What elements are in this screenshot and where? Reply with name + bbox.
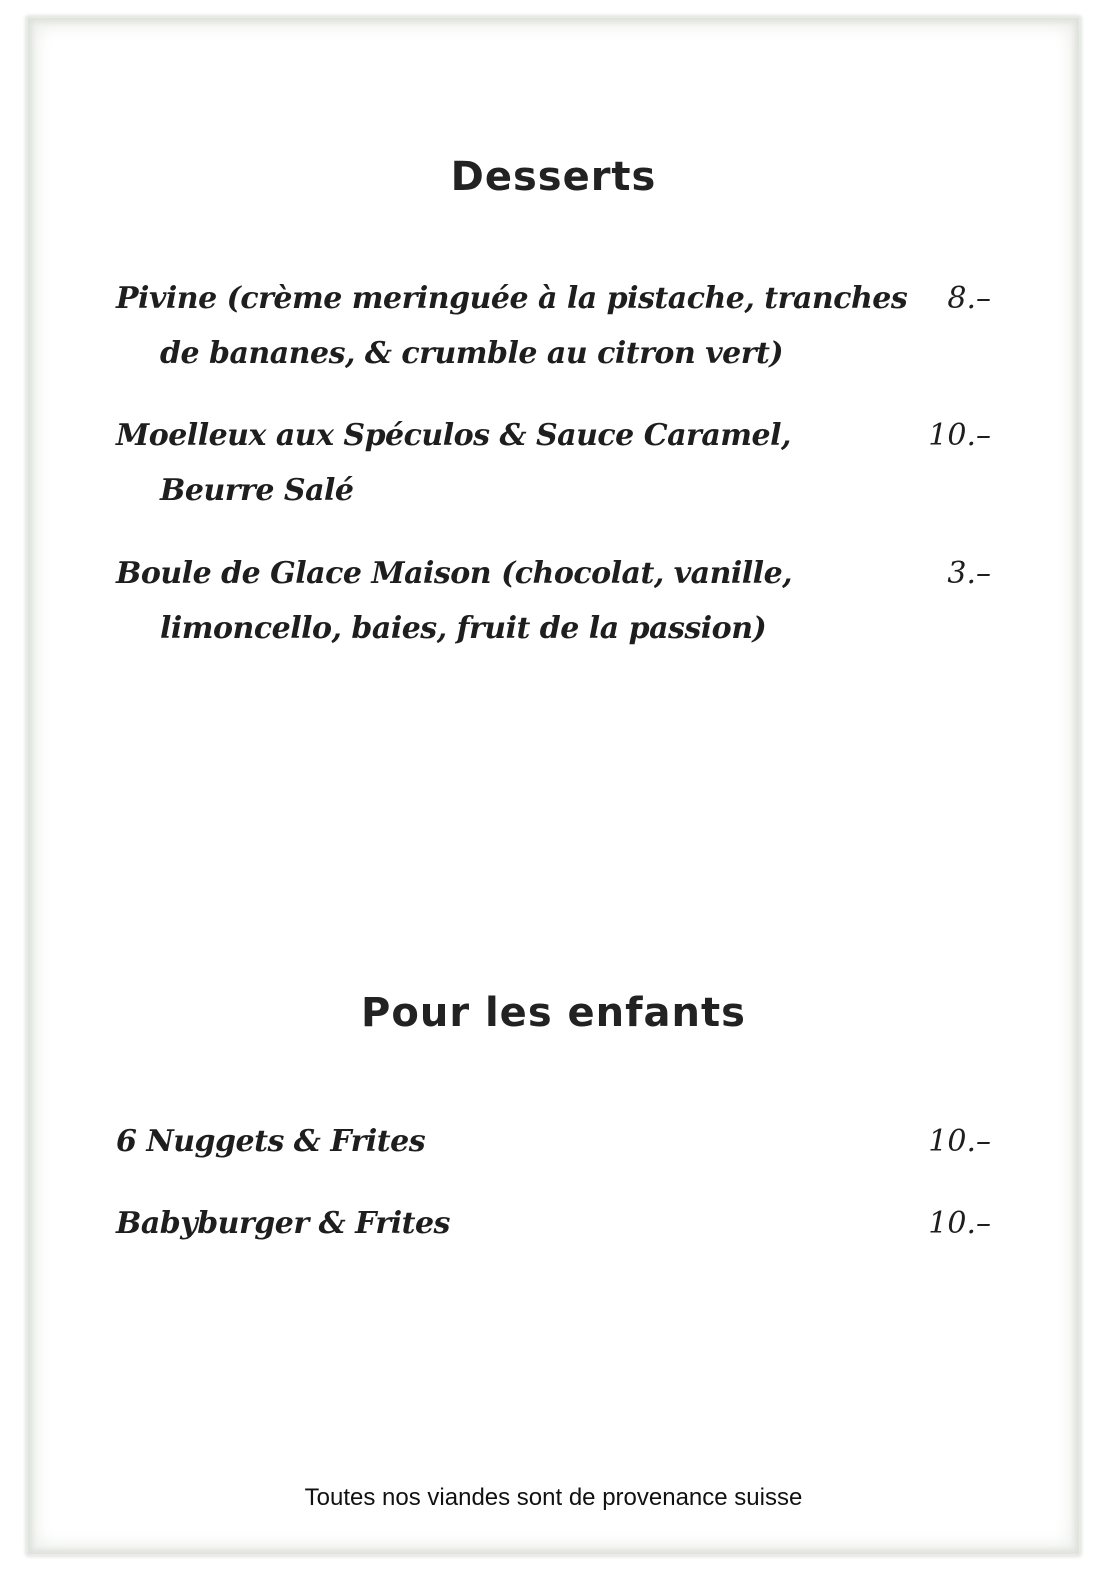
menu-item-price: 10.– <box>928 1124 991 1159</box>
section-title-enfants: Pour les enfants <box>361 990 746 1036</box>
menu-item-description: de bananes, & crumble au citron vert) <box>160 336 784 371</box>
menu-item-pivine <box>116 281 991 381</box>
menu-item-price: 10.– <box>928 1206 991 1241</box>
menu-item-price: 10.– <box>928 418 991 453</box>
menu-item-name: Pivine (crème meringuée à la pistache, tranches <box>116 281 908 316</box>
menu-item-price: 8.– <box>947 281 991 316</box>
menu-item-description: Beurre Salé <box>160 473 354 508</box>
paper-sheet <box>26 16 1081 1556</box>
section-title-desserts: Desserts <box>450 154 657 200</box>
menu-item-moelleux <box>116 418 991 518</box>
menu-item-name: 6 Nuggets & Frites <box>116 1124 426 1159</box>
footer-note: Toutes nos viandes sont de provenance suisse <box>304 1484 803 1511</box>
menu-item-name: Boule de Glace Maison (chocolat, vanille, <box>116 556 793 591</box>
menu-item-name: Babyburger & Frites <box>116 1206 450 1241</box>
menu-item-price: 3.– <box>947 556 991 591</box>
menu-item-description: limoncello, baies, fruit de la passion) <box>160 611 767 646</box>
menu-item-name: Moelleux aux Spéculos & Sauce Caramel, <box>116 418 791 453</box>
menu-item-boule-de-glace <box>116 556 991 656</box>
menu-item-babyburger <box>116 1206 991 1251</box>
menu-item-nuggets <box>116 1124 991 1169</box>
